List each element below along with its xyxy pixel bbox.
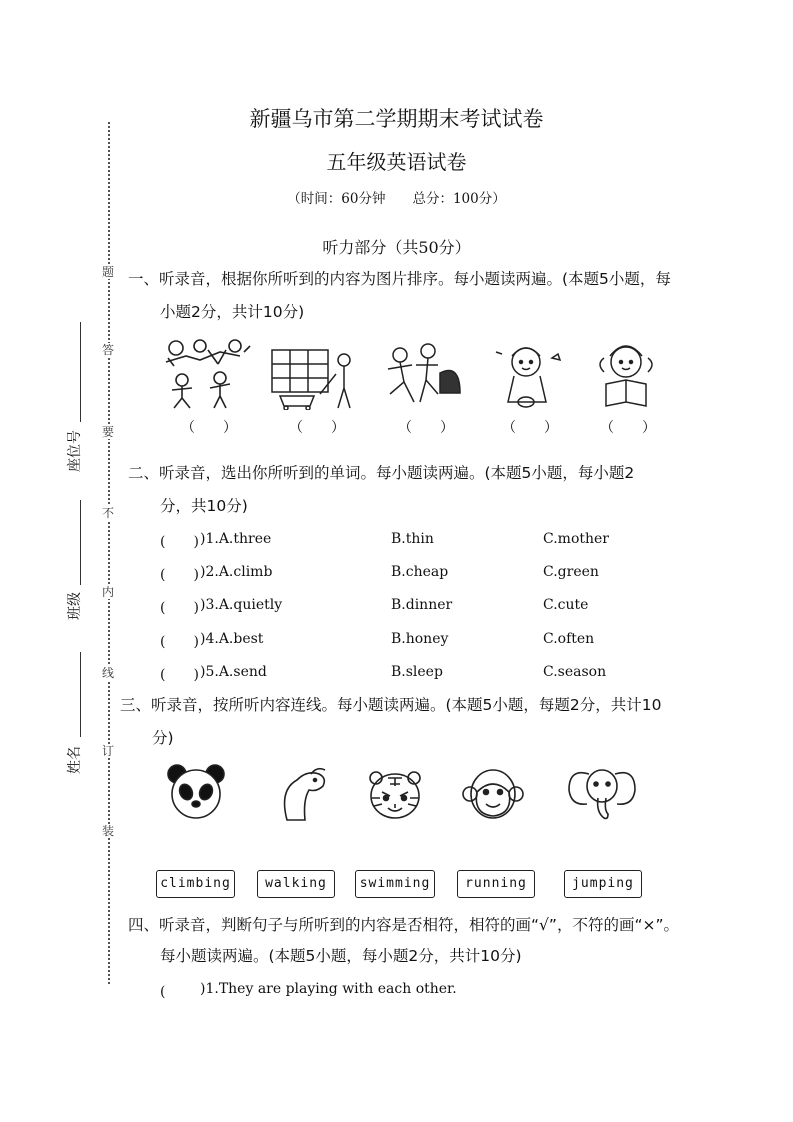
- q2-answer-blank-4[interactable]: ( ): [160, 634, 199, 650]
- q1-answer-blank-1[interactable]: （ ）: [181, 420, 237, 436]
- q2-option-c-4: C.often: [543, 631, 595, 647]
- q1-instruction-line2: 小题2分，共计10分): [160, 303, 305, 321]
- shopping-cart-icon: [270, 346, 358, 410]
- q2-option-a-1: )1.A.three: [200, 531, 272, 547]
- q2-option-c-2: C.green: [543, 564, 599, 580]
- girl-reading-icon: [592, 338, 662, 412]
- girl-with-bird-icon: [490, 340, 568, 412]
- panda-icon: [165, 762, 227, 820]
- word-box-climbing[interactable]: climbing: [156, 870, 235, 898]
- q2-answer-blank-2[interactable]: ( ): [160, 567, 199, 583]
- q4-item-1: )1.They are playing with each other.: [200, 981, 457, 997]
- q4-instruction-line2: 每小题读两遍。(本题5小题，每小题2分，共计10分): [160, 947, 522, 965]
- q1-instruction-line1: 一、听录音，根据你所听到的内容为图片排序。每小题读两遍。(本题5小题，每: [128, 270, 671, 288]
- word-box-jumping[interactable]: jumping: [564, 870, 642, 898]
- q2-option-b-4: B.honey: [391, 631, 449, 647]
- seat-label: 座位号: [67, 430, 83, 472]
- q2-option-c-1: C.mother: [543, 531, 609, 547]
- class-underline: [80, 500, 81, 585]
- seat-underline: [80, 322, 81, 422]
- q2-option-b-2: B.cheap: [391, 564, 449, 580]
- q2-option-a-4: )4.A.best: [200, 631, 264, 647]
- seal-char-4: 不: [98, 506, 118, 520]
- q2-instruction-line2: 分，共10分): [160, 497, 248, 515]
- seal-char-2: 答: [98, 343, 118, 357]
- elephant-icon: [567, 764, 637, 824]
- q2-option-a-2: )2.A.climb: [200, 564, 273, 580]
- seal-char-1: 题: [98, 265, 118, 279]
- q3-instruction-line2: 分): [152, 729, 174, 747]
- q2-option-b-5: B.sleep: [391, 664, 443, 680]
- seal-char-7: 订: [98, 744, 118, 758]
- seal-char-5: 内: [98, 585, 118, 599]
- q1-answer-blank-5[interactable]: （ ）: [600, 420, 656, 436]
- class-label: 班级: [67, 592, 83, 620]
- students-exercising-icon: [160, 336, 255, 412]
- name-label: 姓名: [67, 746, 83, 774]
- q2-option-b-1: B.thin: [391, 531, 434, 547]
- seal-char-8: 装: [98, 824, 118, 838]
- seal-char-6: 线: [98, 666, 118, 680]
- monkey-icon: [462, 766, 524, 822]
- q2-answer-blank-3[interactable]: ( ): [160, 600, 199, 616]
- rabbit-icon: [277, 766, 329, 822]
- section-heading: 听力部分（共50分）: [322, 238, 471, 257]
- exam-subtitle: 五年级英语试卷: [326, 150, 467, 174]
- q1-answer-blank-2[interactable]: （ ）: [289, 420, 345, 436]
- q1-answer-blank-3[interactable]: （ ）: [398, 420, 454, 436]
- word-box-swimming[interactable]: swimming: [355, 870, 435, 898]
- q2-instruction-line1: 二、听录音，选出你所听到的单词。每小题读两遍。(本题5小题，每小题2: [128, 464, 635, 482]
- kids-running-icon: [380, 343, 462, 411]
- q1-answer-blank-4[interactable]: （ ）: [502, 420, 558, 436]
- q2-answer-blank-1[interactable]: ( ): [160, 534, 199, 550]
- q4-answer-blank-1[interactable]: (: [160, 984, 194, 1000]
- name-underline: [80, 652, 81, 737]
- q2-option-c-3: C.cute: [543, 597, 589, 613]
- q2-option-a-5: )5.A.send: [200, 664, 267, 680]
- exam-title: 新疆乌市第二学期期末考试试卷: [249, 107, 544, 131]
- q2-option-a-3: )3.A.quietly: [200, 597, 283, 613]
- tiger-icon: [366, 768, 424, 822]
- q3-instruction-line1: 三、听录音，按所听内容连线。每小题读两遍。(本题5小题，每题2分，共计10: [120, 696, 662, 714]
- seal-char-3: 要: [98, 425, 118, 439]
- word-box-walking[interactable]: walking: [257, 870, 335, 898]
- q2-answer-blank-5[interactable]: ( ): [160, 667, 199, 683]
- q2-option-b-3: B.dinner: [391, 597, 453, 613]
- word-box-running[interactable]: running: [457, 870, 535, 898]
- q4-instruction-line1: 四、听录音，判断句子与所听到的内容是否相符，相符的画“√”，不符的画“×”。: [128, 916, 679, 934]
- q2-option-c-5: C.season: [543, 664, 607, 680]
- exam-info: （时间：60分钟 总分：100分）: [287, 191, 506, 207]
